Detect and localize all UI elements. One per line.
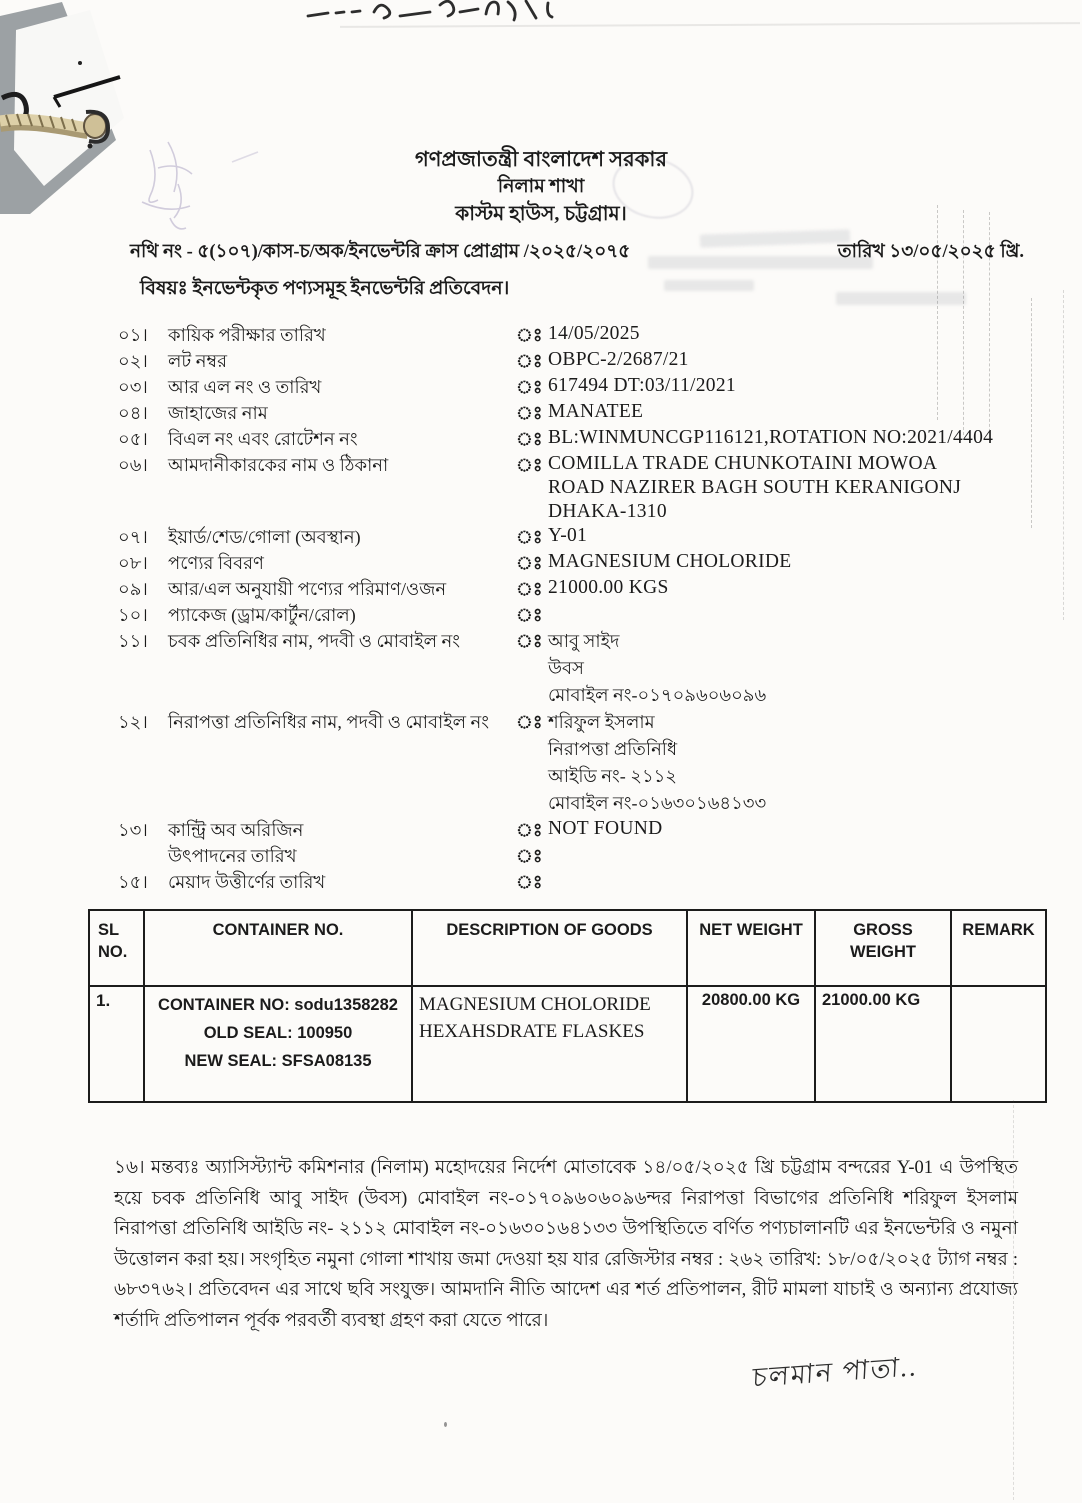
- description-line: MAGNESIUM CHOLORIDE: [419, 994, 651, 1015]
- item-label: জাহাজের নাম: [168, 403, 268, 423]
- value-line: শরিফুল ইসলাম: [548, 712, 655, 732]
- faint-stamp: [836, 292, 966, 305]
- item-number: ০৭।: [118, 527, 148, 547]
- item-label: ইয়ার্ড/শেড/গোলা (অবস্থান): [168, 527, 361, 547]
- cell-gross-weight: 21000.00 KG: [815, 986, 951, 1102]
- item-value: MANATEE: [548, 401, 644, 422]
- scan-streak: [1063, 290, 1064, 620]
- scan-speck: [444, 1422, 447, 1427]
- item-number: ০৩।: [118, 377, 148, 397]
- subject-line: বিষয়ঃ ইনভেন্টকৃত পণ্যসমূহ ইনভেন্টরি প্রতিবেদন।: [140, 278, 510, 299]
- item-number: ১১।: [118, 631, 148, 651]
- item-number: ১৩।: [118, 820, 148, 840]
- value-line: COMILLA TRADE CHUNKOTAINI MOWOA: [548, 453, 938, 474]
- item-row-10: [118, 602, 1082, 628]
- item-label: পণ্যের বিবরণ: [168, 553, 264, 573]
- header-remark: REMARK: [951, 910, 1046, 986]
- remarks-paragraph: ১৬। মন্তব্যঃ অ্যাসিস্ট্যান্ট কমিশনার (নিলাম) মহোদয়ের নির্দেশ মোতাবেক ১৪/০৫/২০২৫ খ্রি চট্টগ্রাম বন্দরের Y-01 এ উপস্থিত হয়ে চবক প্রতিনিধি আবু সাইদ (উবস) মোবাইল নং-০১৭০৯৬০৬০৯৬ন্দর নিরাপত্তা বিভাগের প্রতিনিধি শরিফুল ইসলাম নিরাপত্তা প্রতিনিধি আইডি নং- ২১১২ মোবাইল নং-০১৬৩০১৬৪১৩৩ উপস্থিতিতে বর্ণিত পণ্যচালানটি এর ইনভেন্টরি ও নমুনা উত্তোলন করা হয়। সংগৃহিত নমুনা গোলা শাখায় জমা দেওয়া হয় যার রেজিস্টার নম্বর : ২৬২ তারিখ: ১৮/০৫/২০২৫ ট্যাগ নম্বর : ৬৮৩৭৬২। প্রতিবেদন এর সাথে ছবি সংযুক্ত। আমদানি নীতি আদেশ এর শর্ত প্রতিপালন, রীট মামলা যাচাই ও অন্যান্য প্রযোজ্য শর্তাদি প্রতিপালন পূর্বক পরবর্তী ব্যবস্থা গ্রহণ করা যেতে পারে।: [114, 1158, 1018, 1331]
- item-label: আর/এল অনুযায়ী পণ্যের পরিমাণ/ওজন: [168, 579, 447, 599]
- item-colon: ঃ: [516, 553, 543, 573]
- container-line: CONTAINER NO: sodu1358282: [158, 996, 398, 1014]
- item-row-11: [118, 628, 1082, 709]
- office-name: কাস্টম হাউস, চট্টগ্রাম।: [455, 203, 627, 225]
- item-label: নিরাপত্তা প্রতিনিধির নাম, পদবী ও মোবাইল নং: [168, 712, 490, 732]
- item-colon: ঃ: [516, 846, 543, 866]
- header-container-no: CONTAINER NO.: [144, 910, 412, 986]
- item-number: ০১।: [118, 325, 148, 345]
- item-label: কান্ট্রি অব অরিজিন: [168, 820, 304, 840]
- scan-streak: [1031, 298, 1032, 528]
- item-value: [548, 709, 1082, 817]
- item-number: ০৬।: [118, 455, 148, 475]
- item-colon: ঃ: [516, 579, 543, 599]
- item-number: ১৫।: [118, 872, 148, 892]
- scan-streak: [937, 205, 938, 420]
- document-date: তারিখ ১৩/০৫/২০২৫ খ্রি.: [837, 242, 1024, 262]
- item-value: 617494 DT:03/11/2021: [548, 375, 736, 396]
- signature-handwritten: চলমান পাতা..: [751, 1351, 919, 1393]
- item-value: BL:WINMUNCGP116121,ROTATION NO:2021/4404: [548, 427, 994, 448]
- item-label: বিএল নং এবং রোটেশন নং: [168, 429, 358, 449]
- value-line: নিরাপত্তা প্রতিনিধি: [548, 739, 678, 759]
- cell-container: [144, 986, 412, 1102]
- item-row-07: [118, 524, 1082, 550]
- item-number: ১২।: [118, 712, 148, 732]
- item-label: প্যাকেজ (ড্রাম/কার্টুন/রোল): [168, 605, 356, 625]
- item-colon: ঃ: [516, 605, 543, 625]
- value-line: আইডি নং- ২১১২: [548, 766, 678, 786]
- item-number: ০২।: [118, 351, 148, 371]
- scan-streak: [989, 212, 990, 442]
- item-colon: ঃ: [516, 351, 543, 371]
- value-line: উবস: [548, 658, 584, 678]
- item-label: মেয়াদ উত্তীর্ণের তারিখ: [168, 872, 326, 892]
- item-colon: ঃ: [516, 631, 543, 651]
- handwritten-annotation-top: [300, 0, 630, 26]
- item-value: [548, 628, 1082, 709]
- item-row-08: [118, 550, 1082, 576]
- item-number: ১০।: [118, 605, 148, 625]
- item-row-15: [118, 869, 1082, 895]
- value-line: DHAKA-1310: [548, 501, 667, 522]
- item-label: চবক প্রতিনিধির নাম, পদবী ও মোবাইল নং: [168, 631, 461, 651]
- value-line: মোবাইল নং-০১৬৩০১৬৪১৩৩: [548, 793, 767, 813]
- faint-stamp: [664, 280, 754, 291]
- item-colon: ঃ: [516, 527, 543, 547]
- cell-sl: 1.: [89, 986, 144, 1102]
- faint-stamp: [648, 256, 873, 269]
- item-row-12: [118, 709, 1082, 817]
- item-number: ০৯।: [118, 579, 148, 599]
- cell-remark: [951, 986, 1046, 1102]
- item-value: Y-01: [548, 525, 588, 546]
- item-colon: ঃ: [516, 325, 543, 345]
- item-colon: ঃ: [516, 377, 543, 397]
- header-sl-no: SL NO.: [89, 910, 144, 986]
- value-line: ROAD NAZIRER BAGH SOUTH KERANIGONJ: [548, 477, 962, 498]
- header-net-weight: NET WEIGHT: [687, 910, 815, 986]
- container-line: OLD SEAL: 100950: [203, 1024, 353, 1042]
- value-line: আবু সাইদ: [548, 631, 620, 651]
- cell-description: [412, 986, 687, 1102]
- item-row-09: [118, 576, 1082, 602]
- item-number: ০৮।: [118, 553, 148, 573]
- branch-name: নিলাম শাখা: [497, 176, 585, 197]
- scan-streak: [1013, 1100, 1014, 1500]
- header-gross-weight: GROSS WEIGHT: [815, 910, 951, 986]
- description-line: HEXAHSDRATE FLASKES: [419, 1021, 645, 1042]
- pencil-scribble: [112, 132, 282, 262]
- item-value: NOT FOUND: [548, 818, 663, 839]
- item-colon: ঃ: [516, 872, 543, 892]
- item-label: লট নম্বর: [168, 351, 227, 371]
- item-row-14: [118, 843, 1082, 869]
- item-colon: ঃ: [516, 712, 543, 732]
- item-colon: ঃ: [516, 820, 543, 840]
- government-title: গণপ্রজাতন্ত্রী বাংলাদেশ সরকার: [414, 147, 668, 171]
- item-row-06: [118, 452, 1082, 524]
- item-value: OBPC-2/2687/21: [548, 349, 689, 370]
- item-label: উৎপাদনের তারিখ: [168, 846, 297, 866]
- container-line: NEW SEAL: SFSA08135: [184, 1052, 372, 1070]
- item-label: আমদানীকারকের নাম ও ঠিকানা: [168, 455, 389, 475]
- item-value: [548, 452, 1048, 524]
- item-value: 21000.00 KGS: [548, 577, 669, 598]
- document-number: নথি নং - ৫(১০৭)/কাস-চ/অক/ইনভেন্টরি ক্রাস প্রোগ্রাম /২০২৫/২০৭৫: [130, 242, 631, 262]
- table-header-row: [89, 910, 1046, 986]
- cell-net-weight: 20800.00 KG: [687, 986, 815, 1102]
- item-row-13: [118, 817, 1082, 843]
- item-number: ০৫।: [118, 429, 148, 449]
- container-table: [88, 909, 1047, 1103]
- item-colon: ঃ: [516, 429, 543, 449]
- table-row: [89, 986, 1046, 1102]
- item-row-05: [118, 426, 1082, 452]
- item-value: 14/05/2025: [548, 323, 640, 344]
- value-line: মোবাইল নং-০১৭০৯৬০৬০৯৬: [548, 685, 767, 705]
- item-label: কায়িক পরীক্ষার তারিখ: [168, 325, 326, 345]
- item-label: আর এল নং ও তারিখ: [168, 377, 322, 397]
- item-value: MAGNESIUM CHOLORIDE: [548, 551, 792, 572]
- item-number: ০৪।: [118, 403, 148, 423]
- scan-streak: [963, 210, 964, 435]
- header-description: DESCRIPTION OF GOODS: [412, 910, 687, 986]
- item-colon: ঃ: [516, 403, 543, 423]
- item-colon: ঃ: [516, 455, 543, 475]
